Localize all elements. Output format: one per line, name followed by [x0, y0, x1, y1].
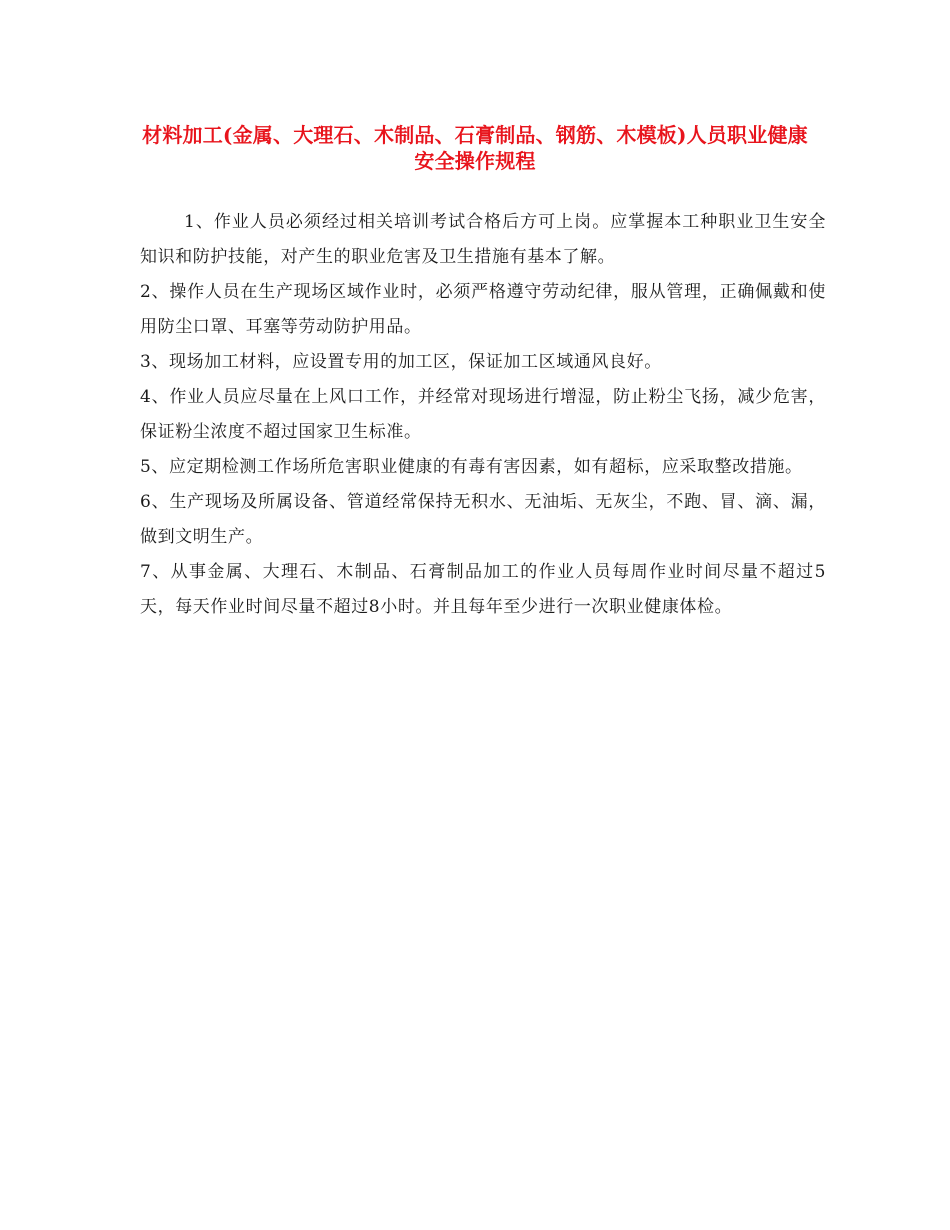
paragraph-7: 7、从事金属、大理石、木制品、石膏制品加工的作业人员每周作业时间尽量不超过5天，每天作业时间尽量不超过8小时。并且每年至少进行一次职业健康体检。	[140, 562, 826, 617]
paragraph-2: 2、操作人员在生产现场区域作业时，必须严格遵守劳动纪律，服从管理，正确佩戴和使用防尘口罩、耳塞等劳动防护用品。	[140, 282, 826, 337]
paragraph-3: 3、现场加工材料，应设置专用的加工区，保证加工区域通风良好。	[140, 352, 662, 372]
paragraph-6: 6、生产现场及所属设备、管道经常保持无积水、无油垢、无灰尘，不跑、冒、滴、漏，做到文明生产。	[140, 492, 826, 547]
paragraph-5: 5、应定期检测工作场所危害职业健康的有毒有害因素，如有超标，应采取整改措施。	[140, 457, 803, 477]
document-body	[140, 205, 826, 625]
paragraph-4: 4、作业人员应尽量在上风口工作，并经常对现场进行增湿，防止粉尘飞扬，减少危害，保证粉尘浓度不超过国家卫生标准。	[140, 387, 826, 442]
paragraph-1: 1、作业人员必须经过相关培训考试合格后方可上岗。应掌握本工种职业卫生安全知识和防护技能，对产生的职业危害及卫生措施有基本了解。	[140, 212, 826, 267]
document-title: 材料加工(金属、大理石、木制品、石膏制品、钢筋、木模板)人员职业健康安全操作规程	[142, 123, 808, 173]
